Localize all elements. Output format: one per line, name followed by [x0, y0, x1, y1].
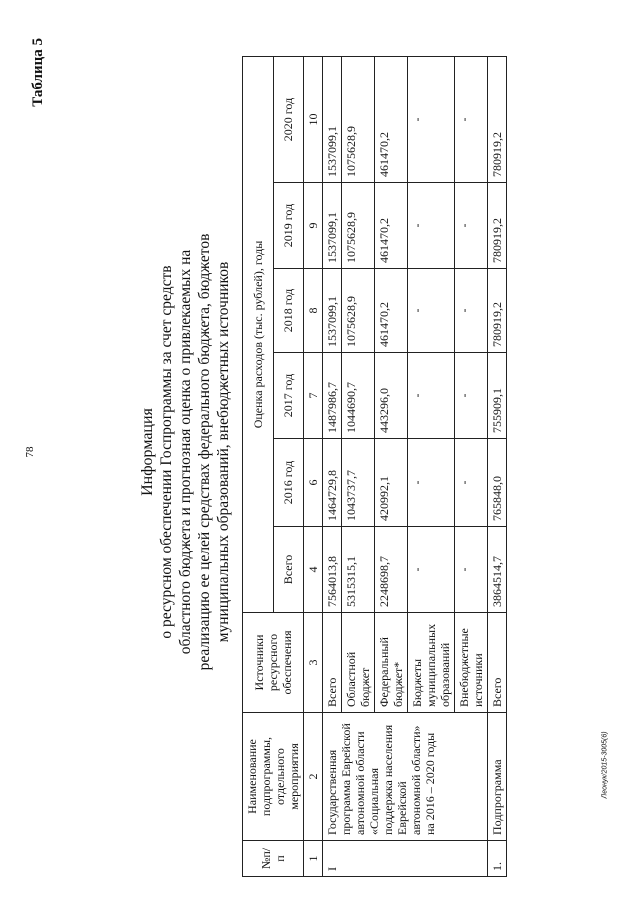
row-value: -: [408, 183, 455, 269]
column-number-row: [304, 56, 323, 876]
row-value: 1044690,7: [342, 353, 375, 439]
title-line: о ресурсном обеспечении Госпрограммы за счет средств: [158, 265, 175, 639]
header-year: 2018 год: [273, 269, 304, 353]
row-value: 765848,0: [488, 439, 507, 527]
row-value: 7564013,8: [323, 527, 342, 613]
row-program-name: Подпрограмма: [488, 713, 507, 841]
header-year: 2020 год: [273, 56, 304, 182]
header-estimate: Оценка расходов (тыс. рублей), годы: [243, 56, 274, 612]
row-value: 780919,2: [488, 56, 507, 182]
row-value: 443296,0: [375, 353, 408, 439]
row-value: -: [408, 56, 455, 182]
rotated-page: [20, 22, 620, 882]
row-value: 1537099,1: [323, 56, 342, 182]
document-code: Леонук/2015-3005(6): [601, 731, 609, 799]
header-year: 2017 год: [273, 353, 304, 439]
column-number: 9: [304, 183, 323, 269]
column-number: 6: [304, 439, 323, 527]
row-value: -: [455, 353, 488, 439]
row-number: 1.: [488, 841, 507, 877]
column-number: 8: [304, 269, 323, 353]
title-line: муниципальных образований, внебюджетных источников: [215, 261, 232, 643]
row-source: Всего: [323, 613, 342, 713]
header-year: 2019 год: [273, 183, 304, 269]
column-number: 4: [304, 527, 323, 613]
row-value: 1075628,9: [342, 56, 375, 182]
page-number: 78: [24, 446, 36, 458]
column-number: 7: [304, 353, 323, 439]
row-source: Внебюджетные источники: [455, 613, 488, 713]
table-row: [323, 56, 342, 876]
resource-table: [242, 56, 507, 877]
row-value: 420992,1: [375, 439, 408, 527]
column-number: 3: [304, 613, 323, 713]
row-value: 461470,2: [375, 269, 408, 353]
row-value: 1075628,9: [342, 183, 375, 269]
row-value: 780919,2: [488, 269, 507, 353]
row-value: 5315315,1: [342, 527, 375, 613]
column-number: 1: [304, 841, 323, 877]
title-line: областного бюджета и прогнозная оценка о привлекаемых на: [177, 249, 194, 655]
row-value: -: [455, 56, 488, 182]
row-value: 461470,2: [375, 183, 408, 269]
row-value: -: [455, 183, 488, 269]
row-value: -: [455, 269, 488, 353]
header-total: Всего: [273, 527, 304, 613]
row-value: 755909,1: [488, 353, 507, 439]
header-source: Источники ресурсного обеспечения: [243, 613, 304, 713]
row-value: 1464729,8: [323, 439, 342, 527]
row-value: -: [408, 353, 455, 439]
row-value: -: [455, 527, 488, 613]
table-label: Таблица 5: [30, 38, 46, 107]
row-value: -: [408, 527, 455, 613]
row-value: 1043737,7: [342, 439, 375, 527]
title-heading: Информация: [139, 408, 156, 496]
header-year: 2016 год: [273, 439, 304, 527]
column-number: 10: [304, 56, 323, 182]
header-row: [243, 56, 274, 876]
row-value: -: [455, 439, 488, 527]
row-value: 780919,2: [488, 183, 507, 269]
row-value: 1537099,1: [323, 183, 342, 269]
row-value: 1487986,7: [323, 353, 342, 439]
header-name: Наименование подпрограммы, отдельного мероприятия: [243, 713, 304, 841]
row-value: 461470,2: [375, 56, 408, 182]
row-value: 1537099,1: [323, 269, 342, 353]
row-value: 1075628,9: [342, 269, 375, 353]
header-num: №п/п: [243, 841, 304, 877]
table-row: [488, 56, 507, 876]
row-program-name: Государственная программа Еврейской автономной области «Социальная поддержка населения Еврейской автономной области» на 2016 – 2020 годы: [323, 713, 488, 841]
row-source: Всего: [488, 613, 507, 713]
row-source: Областной бюджет: [342, 613, 375, 713]
row-source: Федеральный бюджет*: [375, 613, 408, 713]
table-title: [138, 22, 233, 882]
row-value: 3864514,7: [488, 527, 507, 613]
column-number: 2: [304, 713, 323, 841]
row-number: I: [323, 841, 488, 877]
row-value: 2248698,7: [375, 527, 408, 613]
row-value: -: [408, 269, 455, 353]
row-source: Бюджеты муниципальных образований: [408, 613, 455, 713]
title-line: реализацию ее целей средствах федерального бюджета, бюджетов: [196, 233, 213, 671]
row-value: -: [408, 439, 455, 527]
